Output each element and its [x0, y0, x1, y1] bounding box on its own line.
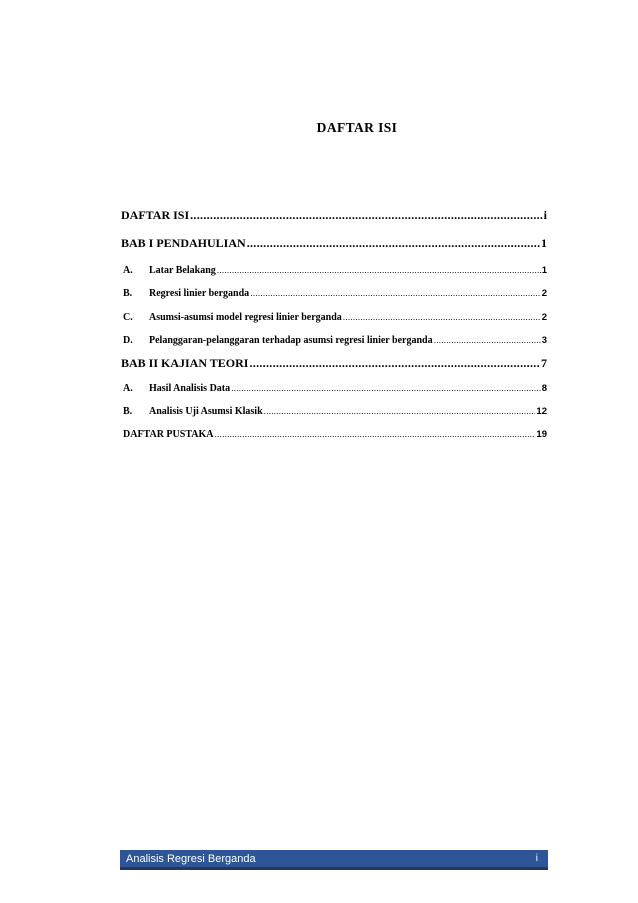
dot-leader	[264, 406, 536, 416]
page-title: DAFTAR ISI	[316, 120, 398, 135]
toc-entry-daftar-pustaka[interactable]	[123, 429, 547, 440]
footer-page-number: i	[535, 853, 538, 864]
toc-entry-text: Latar Belakang	[149, 265, 216, 276]
toc-entry-latar-belakang[interactable]	[123, 265, 547, 276]
toc-entry-regresi-linier[interactable]	[123, 288, 547, 299]
dot-leader	[214, 429, 535, 439]
dot-leader	[249, 356, 540, 371]
toc-entry-text: BAB II KAJIAN TEORI	[121, 356, 249, 370]
toc-entry-page: 7	[541, 356, 547, 370]
toc-entry-text: Asumsi-asumsi model regresi linier berganda	[149, 312, 342, 323]
toc-entry-daftar-isi[interactable]	[121, 208, 547, 223]
footer-title: Analisis Regresi Berganda	[126, 852, 256, 865]
page-footer	[120, 850, 548, 870]
dot-leader	[231, 383, 541, 393]
toc-entry-letter: A.	[123, 265, 133, 276]
dot-leader	[250, 288, 541, 298]
toc-entry-pelanggaran[interactable]	[123, 335, 547, 346]
toc-entry-text: DAFTAR PUSTAKA	[123, 429, 214, 440]
toc-entry-page: 2	[541, 312, 547, 323]
toc-entry-page: 8	[541, 383, 547, 394]
toc-entry-letter: A.	[123, 383, 133, 394]
dot-leader	[247, 236, 540, 251]
toc-entry-asumsi[interactable]	[123, 312, 547, 323]
dot-leader	[434, 335, 541, 345]
toc-entry-letter: D.	[123, 335, 133, 346]
dot-leader	[217, 265, 541, 275]
toc-entry-text: Pelanggaran-pelanggaran terhadap asumsi regresi linier berganda	[149, 335, 433, 346]
toc-entry-page: 1	[541, 265, 547, 276]
toc-entry-letter: C.	[123, 312, 133, 323]
toc-entry-page: 2	[541, 288, 547, 299]
toc-entry-letter: B.	[123, 288, 133, 299]
toc-entry-page: 12	[536, 406, 547, 417]
toc-entry-page: 1	[541, 236, 547, 250]
toc-entry-bab-2[interactable]	[121, 356, 547, 371]
dot-leader	[343, 312, 541, 322]
toc-entry-text: Regresi linier berganda	[149, 288, 250, 299]
toc-entry-page: i	[543, 208, 547, 222]
toc-entry-text: Hasil Analisis Data	[149, 383, 231, 394]
toc-entry-uji-asumsi[interactable]	[123, 406, 547, 417]
toc-entry-text: BAB I PENDAHULIAN	[121, 236, 246, 250]
toc-entry-bab-1[interactable]	[121, 236, 547, 251]
toc-entry-text: DAFTAR ISI	[121, 208, 190, 222]
toc-entry-page: 19	[536, 429, 547, 440]
toc-entry-page: 3	[541, 335, 547, 346]
toc-entry-letter: B.	[123, 406, 133, 417]
toc-entry-hasil-analisis[interactable]	[123, 383, 547, 394]
toc-entry-text: Analisis Uji Asumsi Klasik	[149, 406, 263, 417]
dot-leader	[190, 208, 543, 223]
